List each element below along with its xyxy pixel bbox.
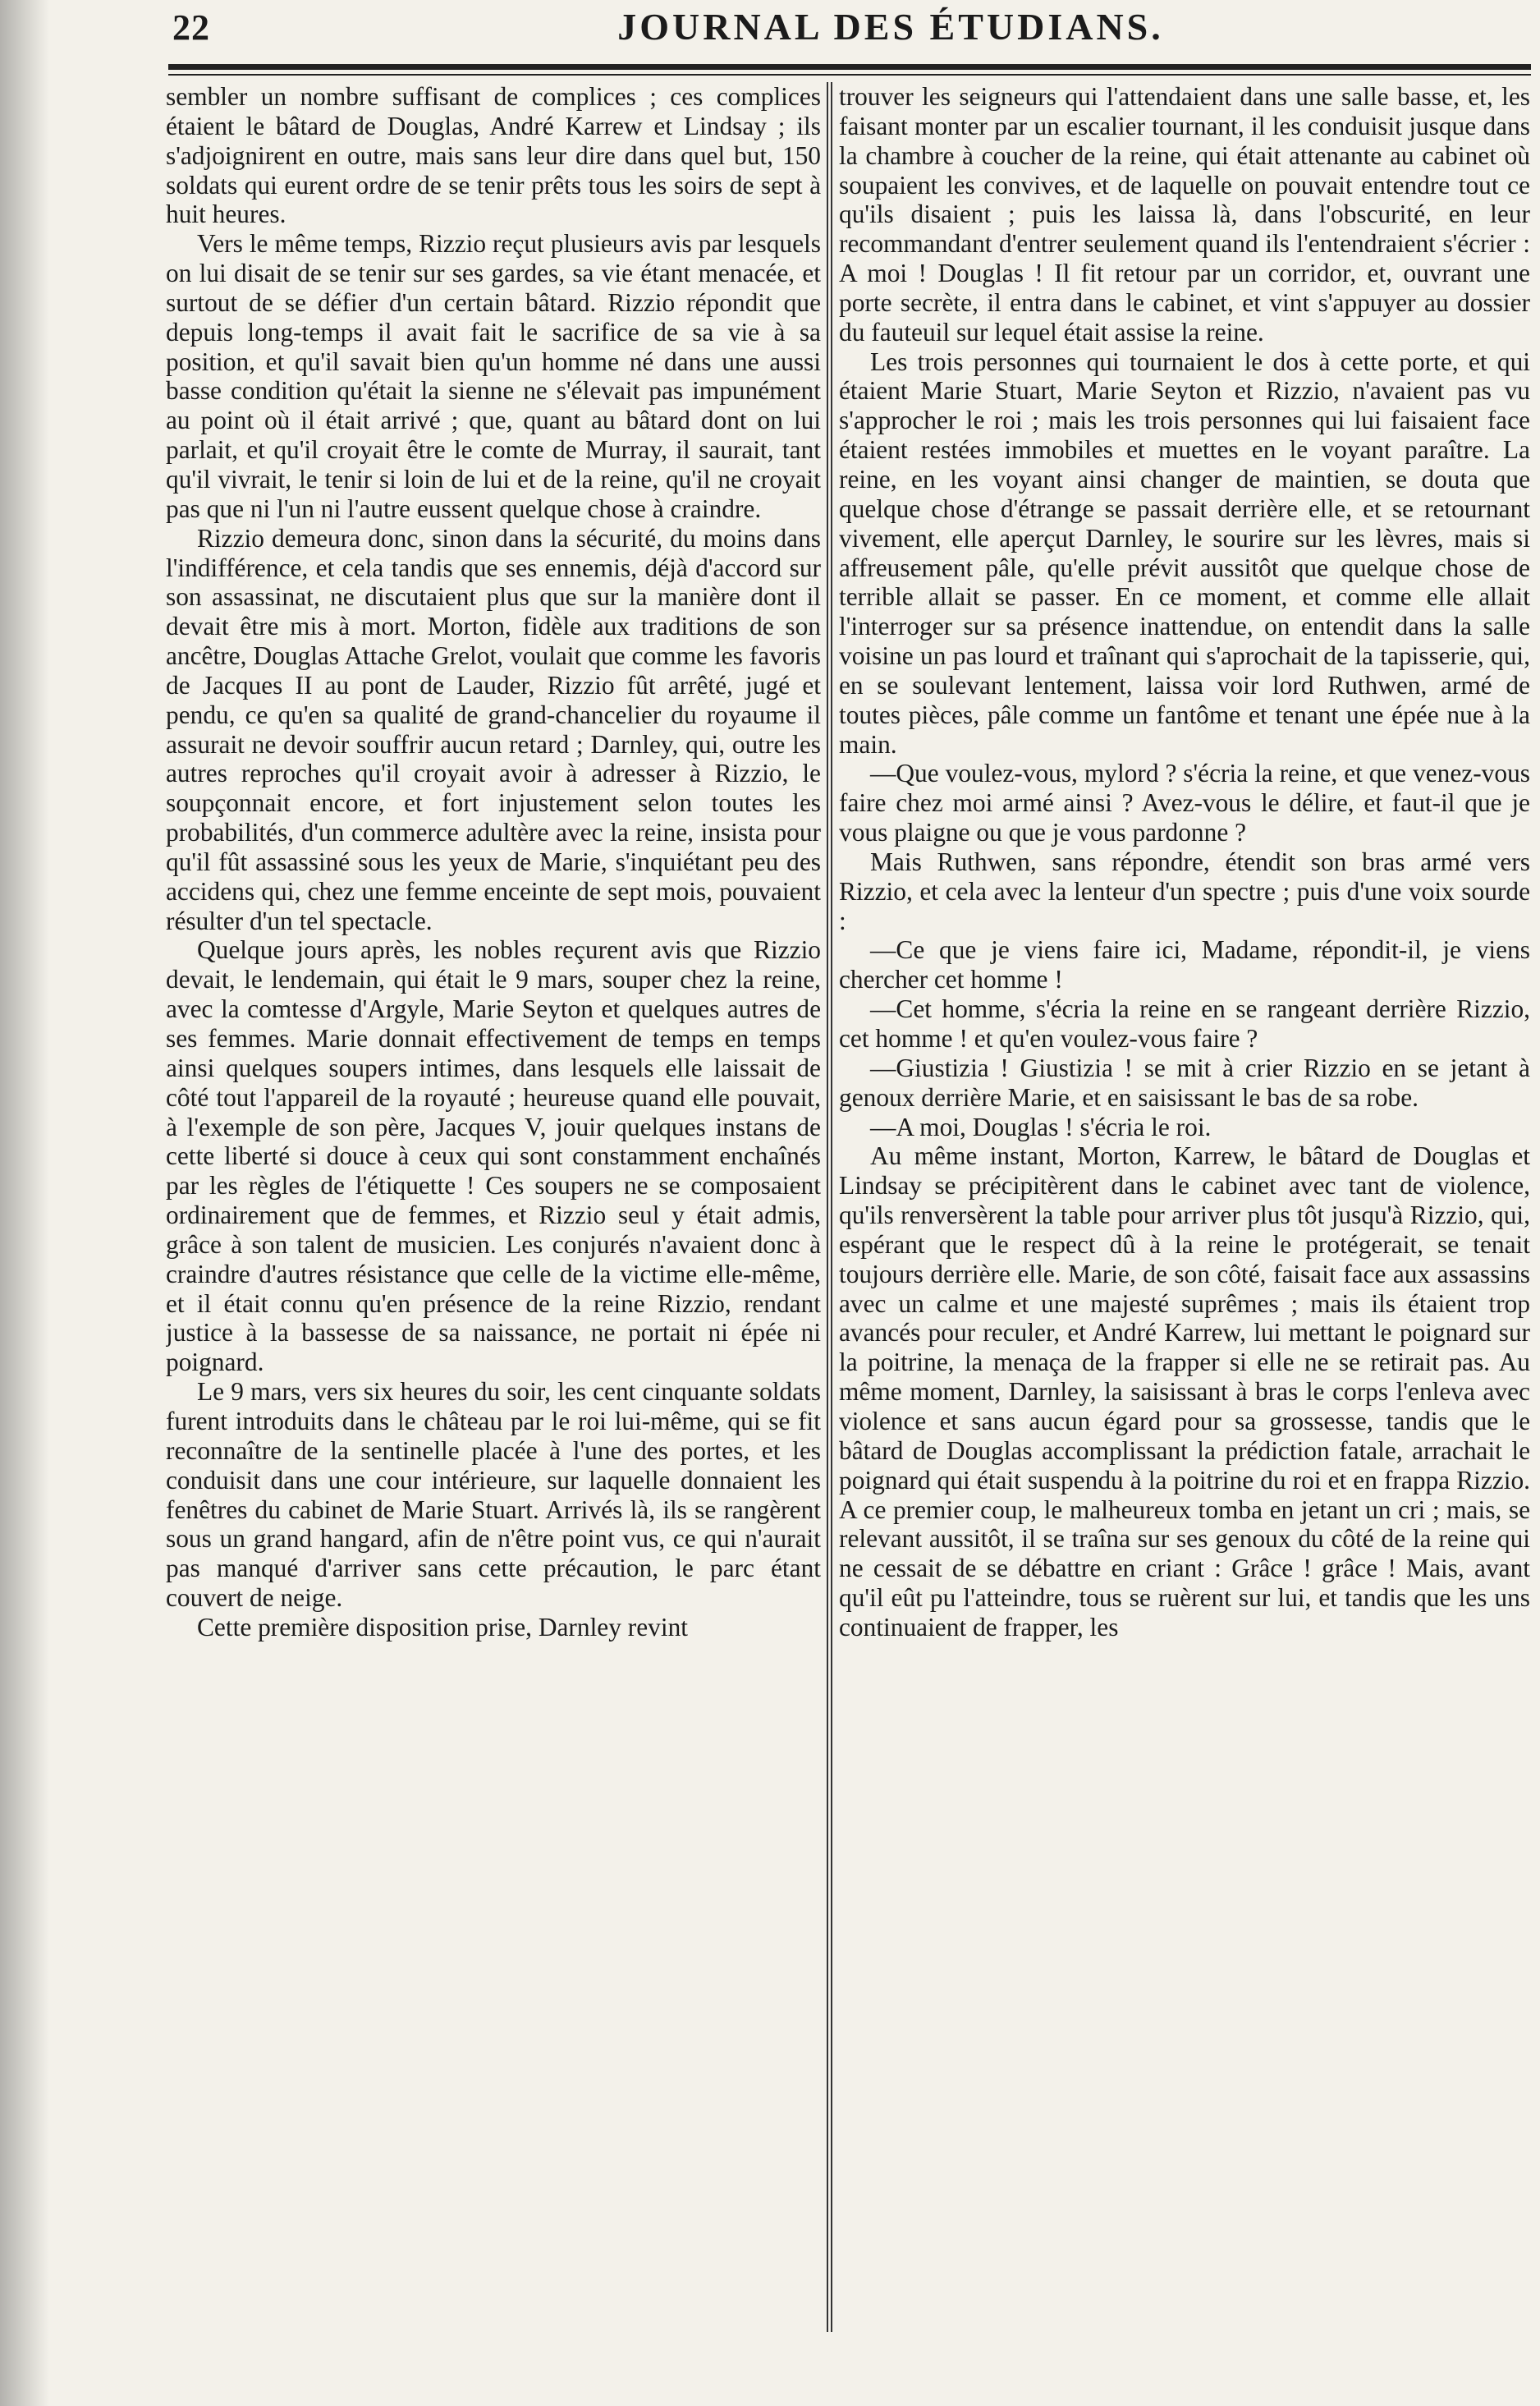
paragraph: —A moi, Douglas ! s'écria le roi. xyxy=(870,1112,1212,1141)
header-rule-thick xyxy=(168,64,1531,70)
paragraph: Au même instant, Morton, Karrew, le bâtard de Douglas et Lindsay se précipitèrent dans le cabinet avec tant de violence, qu'ils renversèrent la table pour arriver plus tôt jusqu'à Rizzio, qui, espérant que le respect dû à la reine le protégerait, se tenait toujours derrière elle. Marie, de son côté, faisait face aux assassins avec un calme et une majesté suprêmes ; mais ils étaient trop avancés pour reculer, et André Karrew, lui mettant le poignard sur la poitrine, la menaça de la frapper si elle ne se retirait pas. Au même moment, Darnley, la saisissant à bras le corps l'enleva avec violence et sans aucun égard pour sa grossesse, tandis que le bâtard de Douglas accomplissant la prédiction fatale, arrachait le poignard qui était suspendu à la poitrine du roi et en frappa Rizzio. A ce premier coup, le malheureux tomba en jetant un cri ; mais, se relevant aussitôt, il se traîna sur ses genoux du côté de la reine qui ne cessait de se débattre en criant : Grâce ! grâce ! Mais, avant qu'il eût pu l'atteindre, tous se ruèrent sur lui, et tandis que les uns continuaient de frapper, les xyxy=(839,1141,1530,1641)
paragraph: Le 9 mars, vers six heures du soir, les cent cinquante soldats furent introduits dans le château par le roi lui-même, qui se fit reconnaître de la sentinelle placée à l'une des portes, et les conduisit dans une cour intérieure, sur laquelle donnaient les fenêtres du cabinet de Marie Stuart. Arrivés là, ils se rangèrent sous un grand hangard, afin de n'être point vus, ce qui n'aurait pas manqué d'arriver sans cette précaution, le parc étant couvert de neige. xyxy=(166,1377,821,1613)
paragraph: sembler un nombre suffisant de complices ; ces complices étaient le bâtard de Douglas, André Karrew et Lindsay ; ils s'adjoignirent en outre, mais sans leur dire dans quel but, 150 soldats qui eurent ordre de se tenir prêts tous les soirs de sept à huit heures. xyxy=(166,82,821,229)
paragraph: Rizzio demeura donc, sinon dans la sécurité, du moins dans l'indifférence, et cela tandis que ses ennemis, déjà d'accord sur son assassinat, ne discutaient plus que sur la manière dont il devait être mis à mort. Morton, fidèle aux traditions de son ancêtre, Douglas Attache Grelot, voulait que comme les favoris de Jacques II au pont de Lauder, Rizzio fût arrêté, jugé et pendu, ce qu'en sa qualité de grand-chancelier du royaume il assurait ne devoir souffrir aucun retard ; Darnley, qui, outre les autres reproches qu'il croyait avoir à adresser à Rizzio, le soupçonnait encore, et fort injustement selon toutes les probabilités, d'un commerce adultère avec la reine, insista pour qu'il fût assassiné sous les yeux de Marie, s'inquiétant peu des accidens qui, chez une femme enceinte de sept mois, pouvaient résulter d'un tel spectacle. xyxy=(166,523,821,935)
header-rule-thin xyxy=(168,74,1531,76)
paragraph: trouver les seigneurs qui l'attendaient dans une salle basse, et, les faisant monter par un escalier tournant, il les conduisit jusque dans la chambre à coucher de la reine, qui était attenante au cabinet où soupaient les convives, et de laquelle on pouvait entendre tout ce qu'ils disaient ; puis les laissa là, dans l'obscurité, en leur recommandant d'entrer seulement quand ils l'entendraient s'écrier : A moi ! Douglas ! Il fit retour par un corridor, et, ouvrant une porte secrète, il entra dans le cabinet, et vint s'appuyer au dossier du fauteuil sur lequel était assise la reine. xyxy=(839,82,1530,347)
paragraph: Mais Ruthwen, sans répondre, étendit son bras armé vers Rizzio, et cela avec la lenteur d'un spectre ; puis d'une voix sourde : xyxy=(839,847,1530,935)
left-column xyxy=(166,82,821,2381)
paragraph: Cette première disposition prise, Darnley revint xyxy=(197,1612,689,1641)
paragraph: —Giustizia ! Giustizia ! se mit à crier Rizzio en se jetant à genoux derrière Marie, et en saisissant le bas de sa robe. xyxy=(839,1053,1530,1112)
right-column xyxy=(839,82,1530,2381)
column-divider xyxy=(827,82,832,2332)
page-header xyxy=(164,5,1527,56)
page-number: 22 xyxy=(172,7,210,48)
paragraph: —Cet homme, s'écria la reine en se rangeant derrière Rizzio, cet homme ! et qu'en voulez-vous faire ? xyxy=(839,994,1530,1053)
paragraph: Les trois personnes qui tournaient le dos à cette porte, et qui étaient Marie Stuart, Marie Seyton et Rizzio, n'avaient pas vu s'approcher le roi ; mais les trois personnes qui lui faisaient face étaient restées immobiles et muettes en le voyant paraître. La reine, en les voyant ainsi changer de maintien, se douta que quelque chose d'étrange se passait derrière elle, et se retournant vivement, elle aperçut Darnley, le sourire sur les lèvres, mais si affreusement pâle, qu'elle prévit aussitôt que quelque chose de terrible allait se passer. En ce moment, et comme elle allait l'interroger sur sa présence inattendue, on entendit dans la salle voisine un pas lourd et traînant qui s'aprochait de la tapisserie, qui, en se soulevant lentement, laissa voir lord Ruthwen, armé de toutes pièces, pâle comme un fantôme et tenant une épée nue à la main. xyxy=(839,347,1530,759)
scan-shadow-edge xyxy=(0,0,49,2406)
paragraph: —Ce que je viens faire ici, Madame, répondit-il, je viens chercher cet homme ! xyxy=(839,935,1530,994)
paragraph: —Que voulez-vous, mylord ? s'écria la reine, et que venez-vous faire chez moi armé ainsi ? Avez-vous le délire, et faut-il que je vous plaigne ou que je vous pardonne ? xyxy=(839,759,1530,847)
paragraph: Quelque jours après, les nobles reçurent avis que Rizzio devait, le lendemain, qui était le 9 mars, souper chez la reine, avec la comtesse d'Argyle, Marie Seyton et quelques autres de ses femmes. Marie donnait effectivement de temps en temps ainsi quelques soupers intimes, dans lesquels elle laissait de côté tout l'appareil de la royauté ; heureuse quand elle pouvait, à l'exemple de son père, Jacques V, jouir quelques instans de cette liberté si douce à ceux qui sont constamment enchaînés par les règles de l'étiquette ! Ces soupers ne se composaient ordinairement que de femmes, et Rizzio seul y était admis, grâce à son talent de musicien. Les conjurés n'avaient donc à craindre d'autres résistance que celle de la victime elle-même, et il était connu qu'en présence de la reine Rizzio, rendant justice à la bassesse de sa naissance, ne portait ni épée ni poignard. xyxy=(166,935,821,1377)
journal-title: JOURNAL DES ÉTUDIANS. xyxy=(617,6,1164,48)
paragraph: Vers le même temps, Rizzio reçut plusieurs avis par lesquels on lui disait de se tenir sur ses gardes, sa vie étant menacée, et surtout de se défier d'un certain bâtard. Rizzio répondit que depuis long-temps il avait fait le sacrifice de sa vie à sa position, et qu'il savait bien qu'un homme né dans une aussi basse condition qu'était la sienne ne s'élevait pas impunément au point où il était arrivé ; que, quant au bâtard dont on lui parlait, et qu'il croyait être le comte de Murray, il saurait, tant qu'il vivrait, le tenir si loin de lui et de la reine, qu'il ne croyait pas que ni l'un ni l'autre eussent quelque chose à craindre. xyxy=(166,229,821,523)
